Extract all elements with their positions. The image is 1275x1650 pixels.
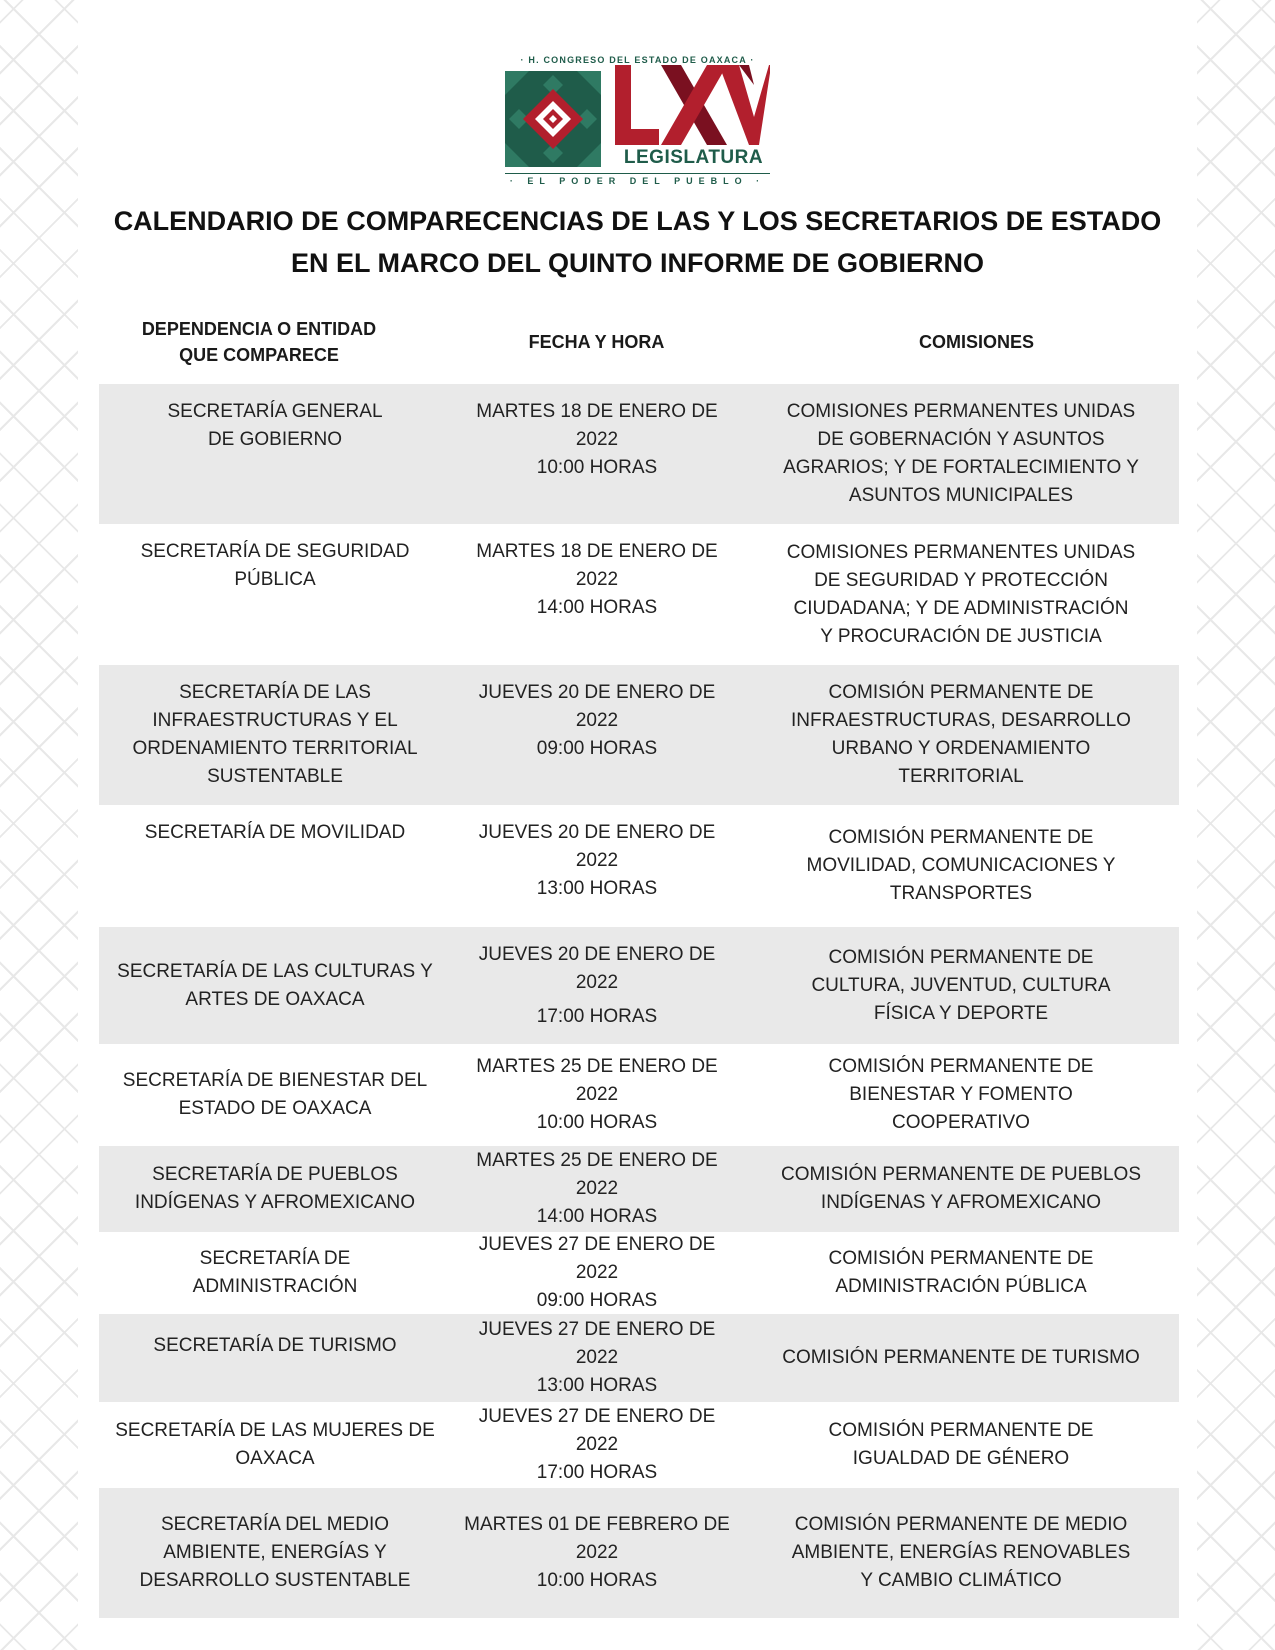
cell-comisiones: COMISIÓN PERMANENTE DE MOVILIDAD, COMUNICACIONES Y TRANSPORTES xyxy=(806,827,1116,904)
cell-dependencia: SECRETARÍA DE ADMINISTRACIÓN xyxy=(192,1248,358,1297)
table-row xyxy=(99,1488,1179,1618)
title-line-2: EN EL MARCO DEL QUINTO INFORME DE GOBIERNO xyxy=(290,248,985,278)
table-row xyxy=(99,524,1179,665)
table-row xyxy=(99,927,1179,1044)
congress-logo xyxy=(505,55,770,190)
cell-comisiones: COMISIÓN PERMANENTE DE BIENESTAR Y FOMENTO COOPERATIVO xyxy=(828,1056,1094,1133)
logo-motto-text: · EL PODER DEL PUEBLO · xyxy=(505,173,770,186)
page-title xyxy=(80,200,1195,284)
cell-comisiones: COMISIÓN PERMANENTE DE MEDIO AMBIENTE, ENERGÍAS RENOVABLES Y CAMBIO CLIMÁTICO xyxy=(791,1514,1131,1591)
table-row xyxy=(99,805,1179,927)
cell-fecha: MARTES 25 DE ENERO DE 2022 14:00 HORAS xyxy=(476,1150,718,1227)
title-line-1: CALENDARIO DE COMPARECENCIAS DE LAS Y LOS SECRETARIOS DE ESTADO xyxy=(113,206,1162,236)
cell-fecha: JUEVES 20 DE ENERO DE 2022 17:00 HORAS xyxy=(478,943,716,1027)
cell-comisiones: COMISIÓN PERMANENTE DE IGUALDAD DE GÉNERO xyxy=(828,1420,1094,1469)
decorative-border-left xyxy=(0,0,78,1650)
decorative-border-right xyxy=(1197,0,1275,1650)
cell-dependencia: SECRETARÍA DE PUEBLOS INDÍGENAS Y AFROMEXICANO xyxy=(134,1164,416,1213)
cell-fecha: MARTES 01 DE FEBRERO DE 2022 10:00 HORAS xyxy=(464,1514,730,1591)
cell-dependencia: SECRETARÍA DE LAS INFRAESTRUCTURAS Y EL ORDENAMIENTO TERRITORIAL SUSTENTABLE xyxy=(132,682,418,787)
table-row xyxy=(99,384,1179,524)
cell-comisiones: COMISIONES PERMANENTES UNIDAS DE SEGURIDAD Y PROTECCIÓN CIUDADANA; Y DE ADMINISTRACIÓN Y PROCURACIÓN DE JUSTICIA xyxy=(786,541,1136,647)
table-row xyxy=(99,1044,1179,1146)
table-row xyxy=(99,1314,1179,1402)
cell-fecha: JUEVES 27 DE ENERO DE 2022 13:00 HORAS xyxy=(478,1319,716,1396)
table-row xyxy=(99,1402,1179,1488)
cell-fecha: MARTES 18 DE ENERO DE 2022 10:00 HORAS xyxy=(476,401,718,478)
logo-top-text: · H. CONGRESO DEL ESTADO DE OAXACA · xyxy=(520,55,755,65)
cell-fecha: MARTES 25 DE ENERO DE 2022 10:00 HORAS xyxy=(476,1056,718,1133)
header-dependencia: DEPENDENCIA O ENTIDAD QUE COMPARECE xyxy=(141,319,377,365)
cell-fecha: JUEVES 20 DE ENERO DE 2022 13:00 HORAS xyxy=(478,822,716,899)
table-row xyxy=(99,1146,1179,1232)
cell-comisiones: COMISIÓN PERMANENTE DE PUEBLOS INDÍGENAS Y AFROMEXICANO xyxy=(780,1164,1141,1213)
cell-dependencia: SECRETARÍA DEL MEDIO AMBIENTE, ENERGÍAS Y DESARROLLO SUSTENTABLE xyxy=(139,1514,411,1591)
logo-emblem-icon xyxy=(505,71,601,167)
cell-comisiones: COMISIÓN PERMANENTE DE TURISMO xyxy=(782,1347,1140,1368)
cell-dependencia: SECRETARÍA DE BIENESTAR DEL ESTADO DE OAXACA xyxy=(122,1070,428,1119)
cell-dependencia: SECRETARÍA DE MOVILIDAD xyxy=(144,822,406,843)
cell-dependencia: SECRETARÍA DE LAS MUJERES DE OAXACA xyxy=(115,1420,435,1469)
cell-dependencia: SECRETARÍA GENERAL DE GOBIERNO xyxy=(167,401,383,450)
cell-comisiones: COMISIÓN PERMANENTE DE INFRAESTRUCTURAS, DESARROLLO URBANO Y ORDENAMIENTO TERRITORIAL xyxy=(791,682,1131,787)
cell-comisiones: COMISIÓN PERMANENTE DE CULTURA, JUVENTUD, CULTURA FÍSICA Y DEPORTE xyxy=(811,946,1111,1024)
cell-dependencia: SECRETARÍA DE SEGURIDAD PÚBLICA xyxy=(140,541,410,590)
header-fecha: FECHA Y HORA xyxy=(528,332,665,352)
table-row xyxy=(99,1232,1179,1314)
cell-dependencia: SECRETARÍA DE LAS CULTURAS Y ARTES DE OAXACA xyxy=(117,960,433,1010)
logo-lxv-mark xyxy=(615,65,770,145)
cell-fecha: JUEVES 27 DE ENERO DE 2022 09:00 HORAS xyxy=(478,1234,716,1311)
schedule-table xyxy=(99,300,1179,1618)
cell-fecha: MARTES 18 DE ENERO DE 2022 14:00 HORAS xyxy=(476,541,718,618)
table-header xyxy=(99,300,1179,384)
cell-comisiones: COMISIONES PERMANENTES UNIDAS DE GOBERNACIÓN Y ASUNTOS AGRARIOS; Y DE FORTALECIMIENTO Y ASUNTOS MUNICIPALES xyxy=(783,401,1139,506)
cell-dependencia: SECRETARÍA DE TURISMO xyxy=(153,1335,397,1356)
header-comisiones: COMISIONES xyxy=(918,332,1034,352)
table-row xyxy=(99,665,1179,805)
cell-fecha: JUEVES 20 DE ENERO DE 2022 09:00 HORAS xyxy=(478,682,716,759)
cell-fecha: JUEVES 27 DE ENERO DE 2022 17:00 HORAS xyxy=(478,1406,716,1483)
logo-legislatura-text: LEGISLATURA xyxy=(623,147,764,168)
cell-comisiones: COMISIÓN PERMANENTE DE ADMINISTRACIÓN PÚBLICA xyxy=(828,1248,1094,1297)
